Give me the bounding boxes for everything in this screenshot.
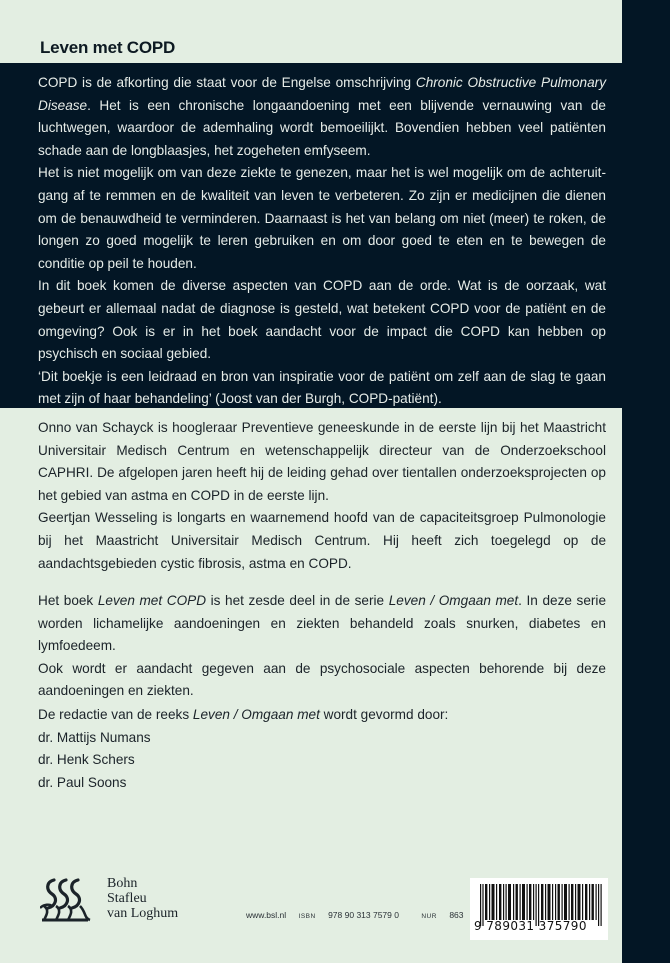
blurb-quote: ‘Dit boekje is een leidraad en bron van inspiratie voor de patiënt om zelf aan de slag te gaan met zijn of haar behandeling’ (Joost van der Burgh, COPD-patiënt). <box>38 368 606 407</box>
editors-intro <box>38 704 606 727</box>
imprint-line <box>246 910 484 920</box>
publisher-name <box>107 876 178 921</box>
blurb-text-span: COPD is de afkorting die staat voor de Engelse omschrijving <box>38 75 416 90</box>
publisher-logo-icon <box>40 876 94 924</box>
editor-name: dr. Mattijs Numans <box>38 729 151 745</box>
publisher-line: Bohn <box>107 876 138 891</box>
nur <box>421 910 473 920</box>
series-text-span: is het zesde deel in de serie <box>206 593 389 608</box>
nur-value: 863 <box>449 910 464 920</box>
editor-name: dr. Paul Soons <box>38 774 127 790</box>
author-bios <box>38 417 606 575</box>
series-emphasis: Leven / Omgaan met <box>388 593 519 608</box>
editors-emphasis: Leven / Omgaan met <box>192 707 320 722</box>
publisher-line: van Loghum <box>107 906 179 921</box>
editor-name: dr. Henk Schers <box>38 752 135 768</box>
publisher-line: Stafleu <box>107 891 147 906</box>
author-bio-2: Geertjan Wesseling is longarts en waarnemend hoofd van de capaciteitsgroep Pulmonologie bij het Maastricht Universitair Medisch Centrum. Hij heeft zich toegelegd op de aandachtsgebieden cystic fibrosis, astma en COPD. <box>38 510 606 571</box>
series-emphasis: Leven met COPD <box>97 593 207 608</box>
isbn-value: 978 90 313 7579 0 <box>328 910 399 920</box>
editors-text-span: De redactie van de reeks <box>38 707 193 722</box>
barcode <box>470 878 608 940</box>
isbn-label: ISBN <box>298 913 316 920</box>
nur-label: NUR <box>421 913 437 920</box>
editors-text-span: wordt gevormd door: <box>319 707 449 722</box>
website-link[interactable]: www.bsl.nl <box>246 910 287 920</box>
blurb-paragraph-2: Het is niet mogelijk om van deze ziekte te genezen, maar het is wel mogelijk om de achteruit-gang af te remmen en de kwaliteit van leven te verbeteren. Zo zijn er medicijnen die dienen om de benauwdheid te verminderen. Daarnaast is het van belang om niet (meer) te roken, de longen zo goed mogelijk te leren gebruiken en om door goed te eten en te bewegen de conditie op peil te houden. <box>38 165 606 271</box>
isbn <box>299 910 409 920</box>
series-paragraph-1 <box>38 590 606 658</box>
blurb-paragraph-1 <box>38 72 606 162</box>
spine-strip <box>622 0 670 963</box>
title-panel <box>0 0 622 63</box>
editors-section <box>38 704 606 794</box>
series-text-span: Het boek <box>38 593 98 608</box>
book-title: Leven met COPD <box>40 38 176 57</box>
author-bio-1: Onno van Schayck is hoogleraar Preventieve geneeskunde in de eerste lijn bij het Maastricht Universitair Medisch Centrum en wetenschappelijk directeur van de Onderzoekschool CAPHRI. De afgelopen jaren heeft hij de leiding gehad over tientallen onderzoeksprojecten op het gebied van astma en COPD in de eerste lijn. <box>38 420 606 503</box>
series-paragraph-2: Ook wordt er aandacht gegeven aan de psychosociale aspecten behorende bij deze aandoeningen en ziekten. <box>38 660 606 699</box>
blurb-paragraph-3: In dit boek komen de diverse aspecten van COPD aan de orde. Wat is de oorzaak, wat gebeurt er allemaal nadat de diagnose is gesteld, wat betekent COPD voor de patiënt en de omgeving? Ook is er in het boek aandacht voor de impact die COPD kan hebben op psychisch en sociaal gebied. <box>38 278 606 362</box>
blurb-text <box>38 72 606 411</box>
blurb-text-span: . Het is een chronische longaandoening met een blijvende vernauwing van de luchtwegen, waardoor de ademhaling wordt bemoeilijkt. Bovendien hebben veel patiënten schade aan de longblaasjes, het zogeheten emfyseem. <box>38 97 606 158</box>
series-text-span: . In deze serie worden lichamelijke aandoeningen en ziekten behandeld zoals snurken, diabetes en lymfoedeem. <box>38 593 607 654</box>
blurb-emphasis: Chronic Obstructive Pulmonary Disease <box>38 75 606 113</box>
barcode-digits: 9 789031 375790 <box>474 919 587 933</box>
series-description <box>38 590 606 703</box>
